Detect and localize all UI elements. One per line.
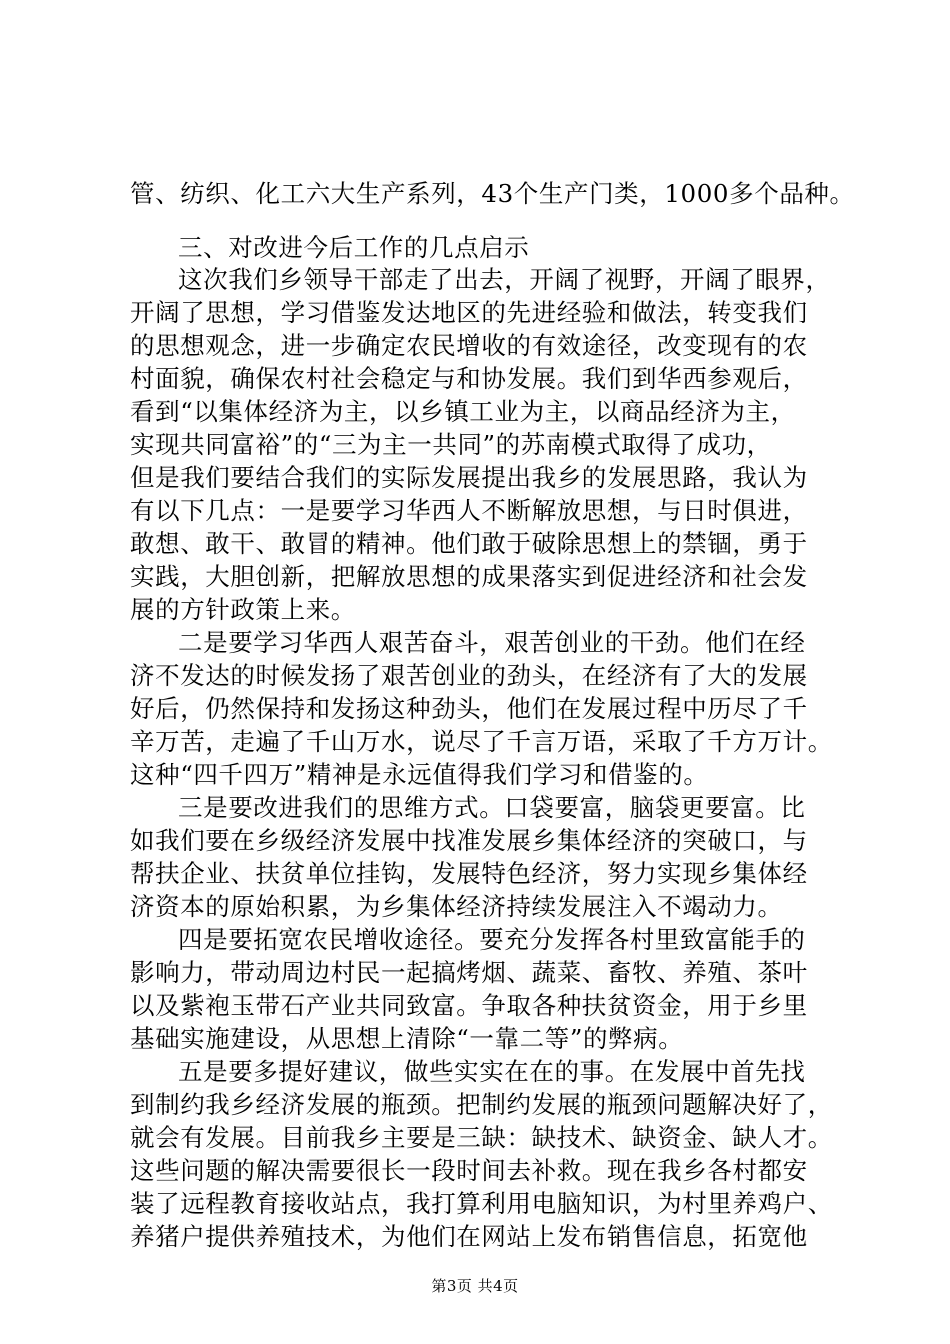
text-line: 装了远程教育接收站点，我打算利用电脑知识，为村里养鸡户、 [130, 1189, 833, 1218]
text-line: 二是要学习华西人艰苦奋斗，艰苦创业的干劲。他们在经 [178, 628, 806, 657]
text-line: 好后，仍然保持和发扬这种劲头，他们在发展过程中历尽了千 [130, 694, 808, 723]
text-line: 看到“以集体经济为主，以乡镇工业为主，以商品经济为主， [130, 397, 796, 426]
text-line: 到制约我乡经济发展的瓶颈。把制约发展的瓶颈问题解决好了， [130, 1090, 833, 1119]
text-line: 济不发达的时候发扬了艰苦创业的劲头，在经济有了大的发展 [130, 661, 808, 690]
text-line: 实践，大胆创新，把解放思想的成果落实到促进经济和社会发 [130, 562, 808, 591]
text-line: 但是我们要结合我们的实际发展提出我乡的发展思路，我认为 [130, 463, 808, 492]
text-line: 影响力，带动周边村民一起搞烤烟、蔬菜、畜牧、养殖、茶叶 [130, 958, 808, 987]
text-line: 开阔了思想，学习借鉴发达地区的先进经验和做法，转变我们 [130, 298, 808, 327]
text-line: 辛万苦，走遍了千山万水，说尽了千言万语，采取了千方万计。 [130, 727, 833, 756]
text-line: 如我们要在乡级经济发展中找准发展乡集体经济的突破口，与 [130, 826, 808, 855]
page-number-footer: 第3页 共4页 [431, 1277, 519, 1295]
text-line: 这次我们乡领导干部走了出去，开阔了视野，开阔了眼界， [178, 265, 831, 294]
text-line: 就会有发展。目前我乡主要是三缺：缺技术、缺资金、缺人才。 [130, 1123, 833, 1152]
section-heading: 三、对改进今后工作的几点启示 [178, 233, 530, 262]
text-line: 有以下几点：一是要学习华西人不断解放思想，与日时俱进， [130, 496, 808, 525]
text-line: 济资本的原始积累，为乡集体经济持续发展注入不竭动力。 [130, 892, 783, 921]
text-line: 养猪户提供养殖技术，为他们在网站上发布销售信息，拓宽他 [130, 1222, 808, 1251]
text-line: 三是要改进我们的思维方式。口袋要富，脑袋更要富。比 [178, 793, 806, 822]
text-line: 村面貌，确保农村社会稳定与和协发展。我们到华西参观后， [130, 364, 808, 393]
text-line: 这种“四千四万”精神是永远值得我们学习和借鉴的。 [130, 760, 709, 789]
text-line: 四是要拓宽农民增收途径。要充分发挥各村里致富能手的 [178, 925, 806, 954]
text-line: 这些问题的解决需要很长一段时间去补救。现在我乡各村都安 [130, 1156, 808, 1185]
text-line: 帮扶企业、扶贫单位挂钩，发展特色经济，努力实现乡集体经 [130, 859, 808, 888]
text-line: 的思想观念，进一步确定农民增收的有效途径，改变现有的农 [130, 331, 808, 360]
text-line: 展的方针政策上来。 [130, 595, 356, 624]
text-line: 敢想、敢干、敢冒的精神。他们敢于破除思想上的禁锢，勇于 [130, 529, 808, 558]
text-line: 实现共同富裕”的“三为主一共同”的苏南模式取得了成功， [130, 430, 772, 459]
text-line: 基础实施建设，从思想上清除“一靠二等”的弊病。 [130, 1024, 684, 1053]
text-line: 管、纺织、化工六大生产系列，43个生产门类，1000多个品种。 [130, 179, 855, 208]
text-line: 五是要多提好建议，做些实实在在的事。在发展中首先找 [178, 1057, 806, 1086]
text-line: 以及紫袍玉带石产业共同致富。争取各种扶贫资金，用于乡里 [130, 991, 808, 1020]
